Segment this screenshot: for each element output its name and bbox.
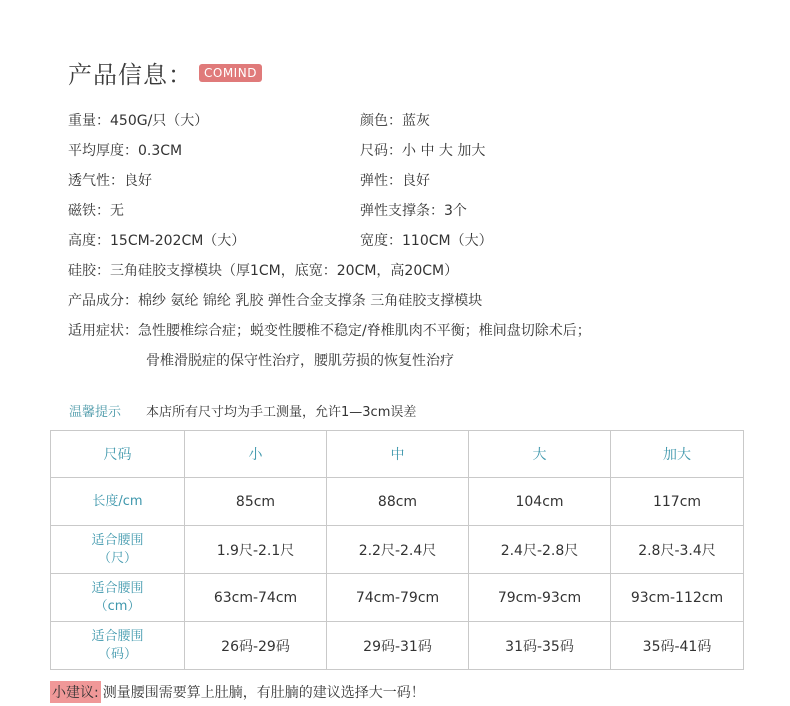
table-header-cell: 大 — [469, 431, 611, 478]
table-row — [51, 478, 744, 526]
table-cell: 1.9尺-2.1尺 — [185, 526, 327, 574]
table-cell: 104cm — [469, 478, 611, 526]
spec-indication-2: 骨椎滑脱症的保守性治疗，腰肌劳损的恢复性治疗 — [146, 353, 454, 369]
page-title: 产品信息： — [68, 61, 193, 89]
spec-color: 颜色：蓝灰 — [360, 113, 430, 129]
table-cell: 2.2尺-2.4尺 — [327, 526, 469, 574]
table-cell: 85cm — [185, 478, 327, 526]
spec-size: 尺码：小 中 大 加大 — [360, 143, 486, 159]
table-cell: 29码-31码 — [327, 622, 469, 670]
table-cell: 31码-35码 — [469, 622, 611, 670]
table-cell: 63cm-74cm — [185, 574, 327, 622]
table-header-cell: 中 — [327, 431, 469, 478]
table-header-cell: 加大 — [611, 431, 744, 478]
row-label — [51, 526, 185, 574]
table-row — [51, 526, 744, 574]
row-label — [51, 622, 185, 670]
brand-badge: COMIND — [199, 64, 262, 82]
spec-weight: 重量：450G/只（大） — [68, 113, 209, 129]
row-label-line: 适合腰围 — [91, 628, 144, 644]
table-cell: 2.8尺-3.4尺 — [611, 526, 744, 574]
tip-text: 本店所有尺寸均为手工测量，允许1—3cm误差 — [146, 405, 417, 420]
advice-note — [50, 681, 425, 703]
spec-stays: 弹性支撑条：3个 — [360, 203, 467, 219]
row-label-unit: （尺） — [97, 550, 137, 566]
advice-label: 小建议: — [50, 681, 101, 703]
row-label — [51, 478, 185, 526]
row-label-unit: （cm） — [94, 598, 141, 614]
table-header-cell: 尺码 — [51, 431, 185, 478]
advice-text: 测量腰围需要算上肚腩，有肚腩的建议选择大一码！ — [102, 685, 425, 701]
table-cell: 88cm — [327, 478, 469, 526]
spec-breathability: 透气性：良好 — [68, 173, 152, 189]
table-row — [51, 622, 744, 670]
tip-label: 温馨提示 — [69, 405, 122, 420]
table-cell: 35码-41码 — [611, 622, 744, 670]
table-header-row — [51, 431, 744, 478]
table-cell: 117cm — [611, 478, 744, 526]
size-table — [50, 430, 744, 670]
spec-elasticity: 弹性：良好 — [360, 173, 430, 189]
table-cell: 93cm-112cm — [611, 574, 744, 622]
spec-material: 产品成分：棉纱 氨纶 锦纶 乳胶 弹性合金支撑条 三角硅胶支撑模块 — [68, 293, 483, 309]
row-label — [51, 574, 185, 622]
table-cell: 74cm-79cm — [327, 574, 469, 622]
table-cell: 2.4尺-2.8尺 — [469, 526, 611, 574]
row-label-line: 长度/cm — [92, 493, 143, 509]
row-label-line: 适合腰围 — [91, 580, 144, 596]
spec-magnet: 磁铁：无 — [68, 203, 124, 219]
row-label-unit: （码） — [97, 646, 137, 662]
spec-height: 高度：15CM-202CM（大） — [68, 233, 246, 249]
row-label-line: 适合腰围 — [91, 532, 144, 548]
spec-silicone: 硅胶：三角硅胶支撑模块（厚1CM，底宽：20CM，高20CM） — [68, 263, 459, 279]
table-cell: 79cm-93cm — [469, 574, 611, 622]
spec-thickness: 平均厚度：0.3CM — [68, 143, 183, 159]
title-row — [68, 55, 262, 90]
table-cell: 26码-29码 — [185, 622, 327, 670]
table-header-cell: 小 — [185, 431, 327, 478]
table-row — [51, 574, 744, 622]
spec-indication-1: 适用症状：急性腰椎综合症；蜕变性腰椎不稳定/脊椎肌肉不平衡；椎间盘切除术后； — [68, 323, 591, 339]
spec-width: 宽度：110CM（大） — [360, 233, 493, 249]
